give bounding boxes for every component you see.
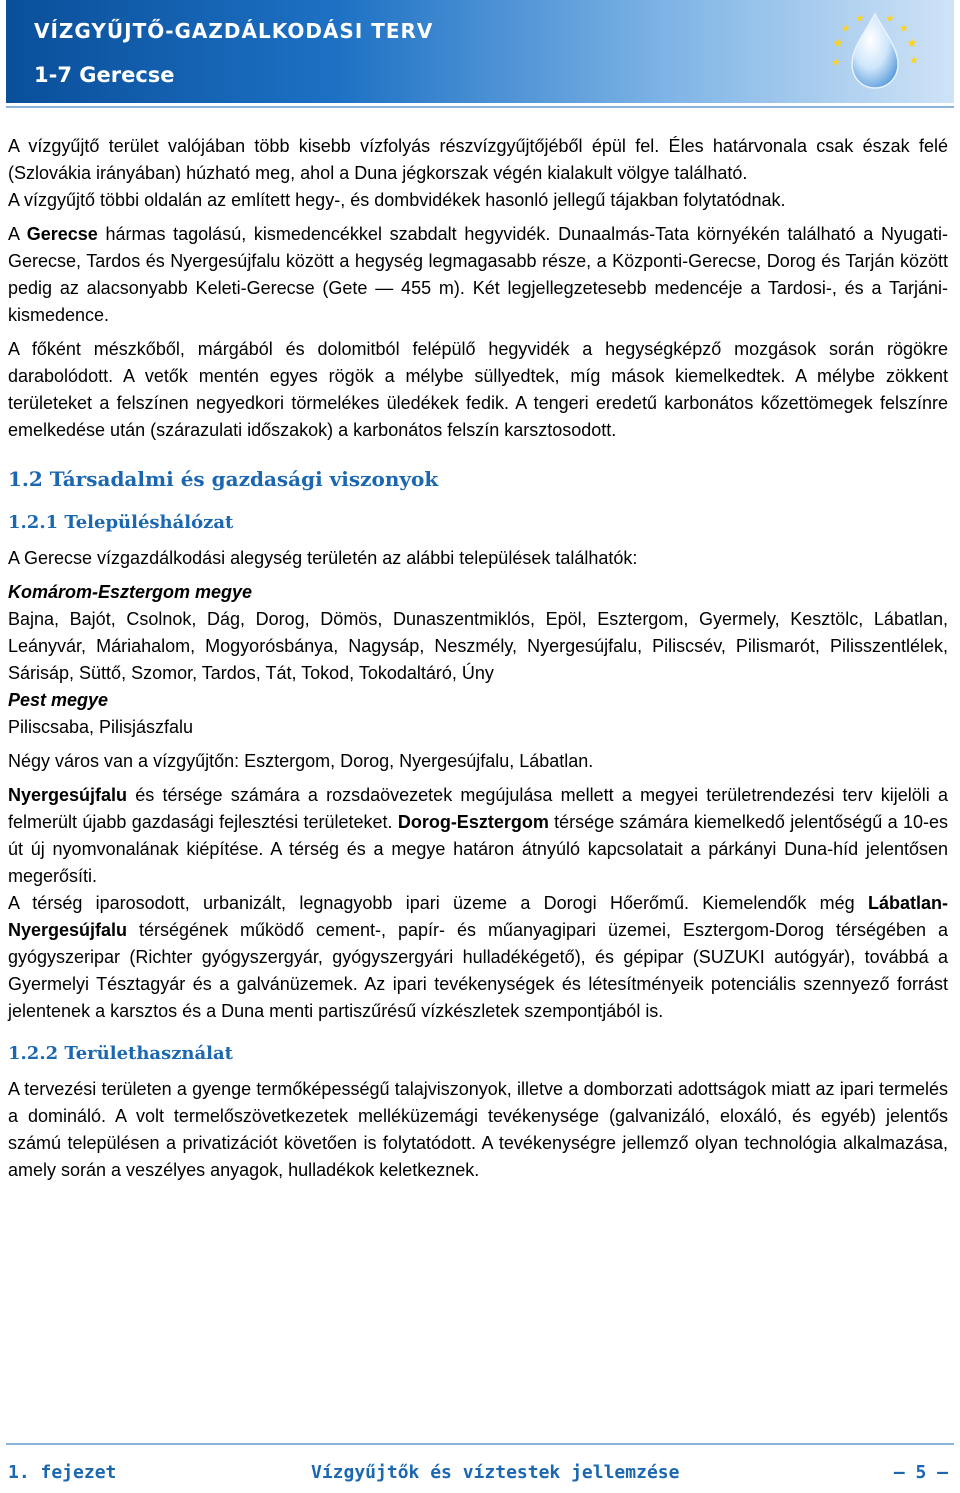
- paragraph-intro: A vízgyűjtő terület valójában több kisebb vízfolyás részvízgyűjtőjéből épül fel. Éles határvonala csak észak felé (Szlovákia irányában) húzható meg, ahol a Duna jégkorszak végén kialakult völgye található.: [8, 136, 948, 183]
- header-divider: [6, 106, 954, 108]
- dorog-esztergom-bold: Dorog-Esztergom: [397, 812, 549, 832]
- footer-page-number: ― 5 ―: [893, 1462, 948, 1483]
- county-pest-list: Piliscsaba, Pilisjászfalu: [8, 717, 194, 737]
- paragraph-development: Nyergesújfalu és térsége számára a rozsdaövezetek megújulása mellett a megyei területrendezési terv kijelöli a felmerült újabb gazdasági fejlesztési területeket. Dorog-Esztergom térsége számára kiemelkedő jelentőségű a 10-es út új nyomvonalának kiépítése. A térség és a megye határon átnyúló kapcsolatait a párkányi Duna-híd jelentősen megerősíti.: [8, 785, 948, 886]
- section-heading-1-2-1: 1.2.1 Településhálózat: [8, 512, 234, 533]
- paragraph-geology: A főként mészkőből, márgából és dolomitból felépülő hegyvidék a hegységképző mozgások során rögökre darabolódott. A vetők mentén egyes rögök a mélybe süllyedtek, míg mások kiemelkedtek. A mélybe zökkent területeket a felszínen negyedkori törmelékes üledékek fedik. A tengeri eredetű karbonátos kőzettömegek felszínre emelkedése után (szárazulati időszakok) a karbonátos felszín karsztosodott.: [8, 339, 948, 440]
- page-footer: [8, 1462, 948, 1488]
- document-body: [8, 133, 948, 1184]
- gerecse-bold: Gerecse: [26, 224, 98, 244]
- footer-chapter-title: Vízgyűjtők és víztestek jellemzése: [311, 1462, 680, 1483]
- paragraph-industry: A térség iparosodott, urbanizált, legnagyobb ipari üzeme a Dorogi Hőerőmű. Kiemelendők még Lábatlan-Nyergesújfalu térségének működő cement-, papír- és műanyagipari üzemei, Esztergom-Dorog térségében a gyógyszeripar (Richter gyógyszergyár, gyógyszergyári hulladékégető), és gépipar (SUZUKI autógyár), továbbá a Gyermelyi Tésztagyár és a galvánüzemek. Az ipari tevékenységek és létesítményeik potenciális szennyező forrást jelentenek a karsztos és a Duna menti partiszűrésű vízkészletek szempontjából is.: [8, 893, 948, 1021]
- footer-divider: [6, 1443, 954, 1445]
- nyergesujfalu-bold: Nyergesújfalu: [8, 785, 128, 805]
- paragraph-land-use: A tervezési területen a gyenge termőképességű talajviszonyok, illetve a domborzati adottságok miatt az ipari termelés a domináló. A volt termelőszövetkezetek melléküzemági tevékenysége (galvanizáló, eloxáló, és egyéb) jelentős számú településen a privatizációt követően is folytatódott. A tevékenységre jellemző olyan technológia alkalmazása, amely során a veszélyes anyagok, hulladékok keletkeznek.: [8, 1079, 948, 1180]
- paragraph-sides: A vízgyűjtő többi oldalán az említett hegy-, és dombvidékek hasonló jellegű tájakban folytatódnak.: [8, 190, 786, 210]
- water-drop-stars-logo-icon: [820, 8, 930, 96]
- labatlan-nyergesujfalu-bold: Lábatlan-Nyergesújfalu: [8, 893, 948, 940]
- paragraph-gerecse: A Gerecse hármas tagolású, kismedencékkel szabdalt hegyvidék. Dunaalmás-Tata környékén található a Nyugati-Gerecse, Tardos és Nyergesújfalu között a hegység legmagasabb része, a Központi-Gerecse, Dorog és Tarján között pedig az alacsonyabb Keleti-Gerecse (Gete ― 455 m). Két legjellegzetesebb medencéje a Tardosi-, és a Tarjáni-kismedence.: [8, 224, 948, 325]
- county-komarom-esztergom-list: Bajna, Bajót, Csolnok, Dág, Dorog, Dömös, Dunaszentmiklós, Epöl, Esztergom, Gyermely, Kesztölc, Lábatlan, Leányvár, Máriahalom, Mogyorósbánya, Nagysáp, Neszmély, Nyergesújfalu, Piliscsév, Pilismarót, Pilisszentlélek, Sárisáp, Süttő, Szomor, Tardos, Tát, Tokod, Tokodaltáró, Úny: [8, 609, 948, 683]
- paragraph-towns: Négy város van a vízgyűjtőn: Esztergom, Dorog, Nyergesújfalu, Lábatlan.: [8, 751, 594, 771]
- county-pest: Pest megye: [8, 690, 109, 710]
- section-heading-1-2-2: 1.2.2 Területhasználat: [8, 1043, 233, 1064]
- county-komarom-esztergom: Komárom-Esztergom megye: [8, 582, 253, 602]
- header-banner: [6, 0, 954, 103]
- paragraph-settlements-intro: A Gerecse vízgazdálkodási alegység területén az alábbi települések találhatók:: [8, 548, 638, 568]
- section-heading-1-2: 1.2 Társadalmi és gazdasági viszonyok: [8, 467, 439, 491]
- document-title: VÍZGYŰJTŐ-GAZDÁLKODÁSI TERV: [34, 19, 434, 43]
- footer-chapter: 1. fejezet: [8, 1462, 117, 1483]
- document-subtitle: 1-7 Gerecse: [34, 63, 175, 87]
